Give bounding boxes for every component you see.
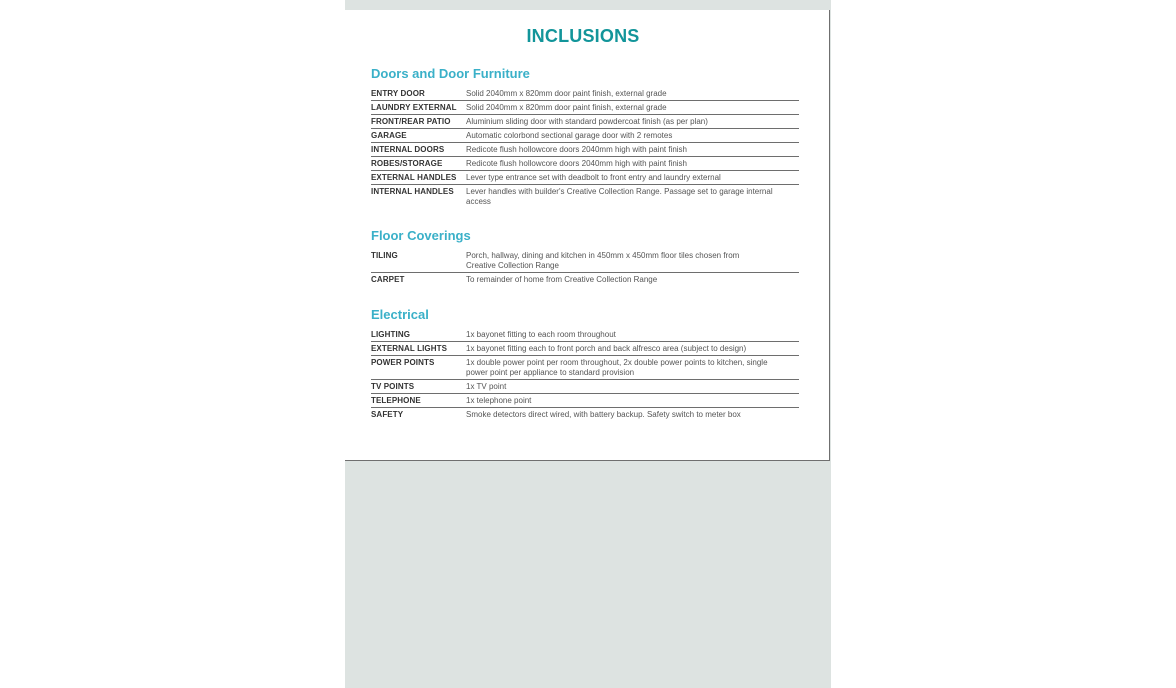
table-row — [371, 171, 799, 185]
row-label: INTERNAL DOORS — [371, 145, 445, 154]
table-row — [371, 342, 799, 356]
table-row — [371, 129, 799, 143]
row-value: 1x TV point — [466, 382, 507, 391]
section-electrical — [371, 307, 799, 421]
row-label: INTERNAL HANDLES — [371, 187, 454, 196]
row-label: TILING — [371, 251, 398, 260]
table-row — [371, 380, 799, 394]
row-label: FRONT/REAR PATIO — [371, 117, 451, 126]
row-label: TV POINTS — [371, 382, 415, 391]
row-value: Smoke detectors direct wired, with battery backup. Safety switch to meter box — [466, 410, 741, 419]
table-row — [371, 115, 799, 129]
row-value: Lever handles with builder's Creative Collection Range. Passage set to garage internal access — [466, 187, 773, 206]
section-heading: Doors and Door Furniture — [371, 66, 530, 81]
table-row — [371, 87, 799, 101]
row-label: GARAGE — [371, 131, 407, 140]
table-row — [371, 249, 799, 273]
row-value: Aluminium sliding door with standard powdercoat finish (as per plan) — [466, 117, 708, 126]
section-floor-coverings — [371, 228, 799, 286]
section-heading: Floor Coverings — [371, 228, 471, 243]
row-label: EXTERNAL HANDLES — [371, 173, 457, 182]
row-value: 1x bayonet fitting to each room throughout — [466, 330, 616, 339]
table-row — [371, 408, 799, 421]
row-value: Redicote flush hollowcore doors 2040mm high with paint finish — [466, 159, 688, 168]
row-label: LIGHTING — [371, 330, 411, 339]
row-label: EXTERNAL LIGHTS — [371, 344, 448, 353]
row-value: 1x telephone point — [466, 396, 532, 405]
row-value: To remainder of home from Creative Collection Range — [466, 275, 658, 284]
page-title: INCLUSIONS — [526, 26, 640, 46]
row-label: ROBES/STORAGE — [371, 159, 443, 168]
row-value: Solid 2040mm x 820mm door paint finish, external grade — [466, 89, 667, 98]
table-row — [371, 394, 799, 408]
table-row — [371, 328, 799, 342]
row-value: Automatic colorbond sectional garage door with 2 remotes — [466, 131, 673, 140]
table-row — [371, 273, 799, 286]
row-label: TELEPHONE — [371, 396, 421, 405]
row-value: Solid 2040mm x 820mm door paint finish, external grade — [466, 103, 667, 112]
row-value: Lever type entrance set with deadbolt to front entry and laundry external — [466, 173, 721, 182]
row-label: SAFETY — [371, 410, 404, 419]
document-page — [345, 10, 830, 461]
section-heading: Electrical — [371, 307, 429, 322]
row-value: 1x bayonet fitting each to front porch and back alfresco area (subject to design) — [466, 344, 747, 353]
row-label: ENTRY DOOR — [371, 89, 425, 98]
row-value: 1x double power point per room throughout, 2x double power points to kitchen, single power point per appliance to standard provision — [466, 358, 768, 377]
table-row — [371, 356, 799, 380]
table-row — [371, 101, 799, 115]
row-label: CARPET — [371, 275, 405, 284]
row-value: Redicote flush hollowcore doors 2040mm high with paint finish — [466, 145, 688, 154]
section-doors — [371, 66, 799, 208]
table-row — [371, 157, 799, 171]
row-label: POWER POINTS — [371, 358, 435, 367]
table-row — [371, 143, 799, 157]
table-row — [371, 185, 799, 208]
row-value: Porch, hallway, dining and kitchen in 450mm x 450mm floor tiles chosen from Creative Collection Range — [466, 251, 740, 270]
row-label: LAUNDRY EXTERNAL — [371, 103, 457, 112]
